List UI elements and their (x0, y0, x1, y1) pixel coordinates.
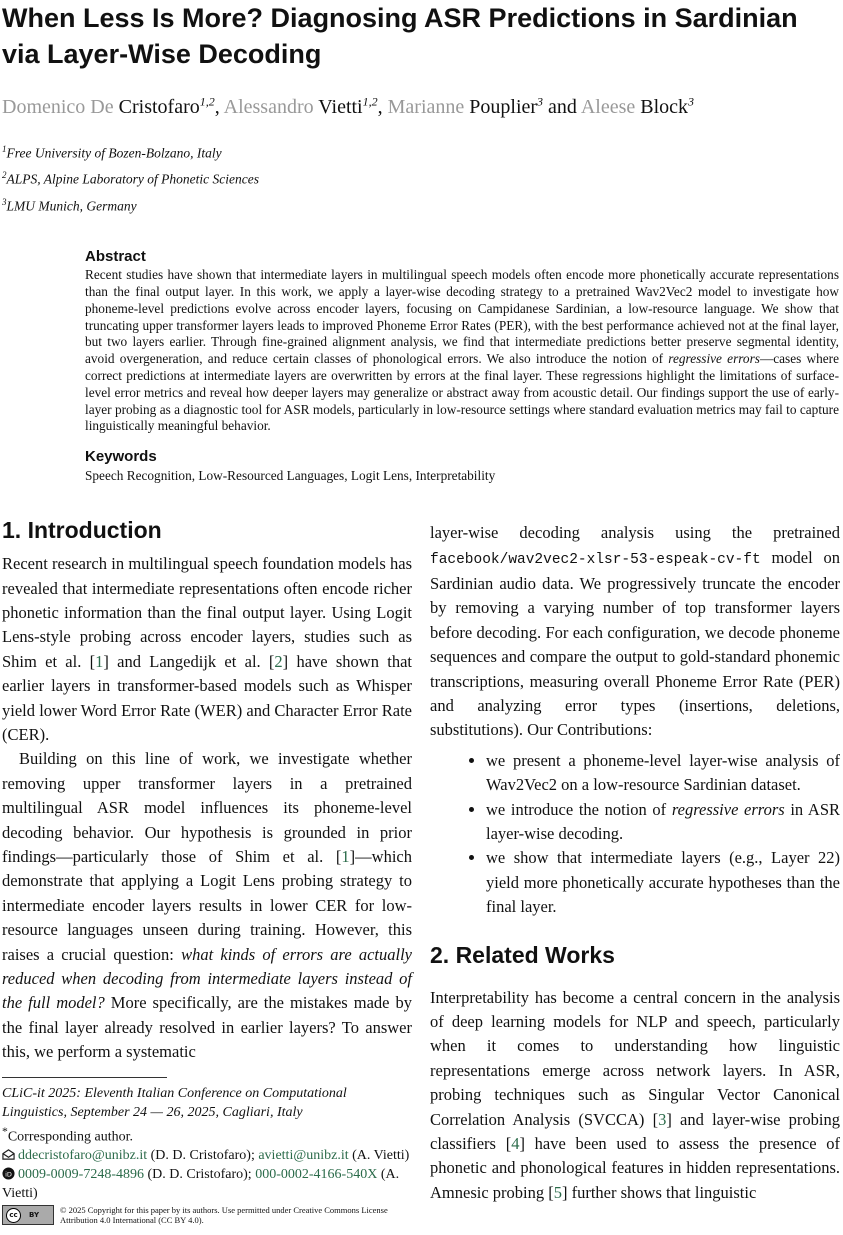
paragraph (430, 521, 840, 743)
text-run: ] have shown that earlier layers in transformer-based models such as Whisper yield lower Word Error Rate (WER) and Character Error Rate (CER). (2, 651, 412, 744)
text-run: Recent research in multilingual speech foundation models has revealed that intermediate representations often encode richer phonetic information than the final output layer. Using Logit Lens-style probing across encoder layers, studies such as Shim et al. [ (2, 554, 412, 671)
list-item (486, 846, 840, 919)
email-link-vietti[interactable]: avietti@unibz.it (258, 1148, 349, 1164)
author-family-name: Cristofaro (118, 95, 200, 118)
author (388, 96, 581, 118)
keywords (85, 447, 839, 485)
emphasis-text: regressive errors (668, 351, 760, 367)
text-run: ]—which demonstrate that applying a Logit Lens probing strategy to intermediate encoder layers results in lower CER for low-resource languages unseen during training. However, this raises a crucial question: (2, 847, 412, 964)
emphasis-text: what kinds of errors are actually reduced when decoding from intermediate layers instead of the full model? (2, 944, 412, 1013)
by-label: BY (29, 1211, 40, 1220)
emphasis-text: regressive errors (671, 799, 785, 819)
text-run: we show that intermediate layers (e.g., Layer 22) yield more phonetically accurate hypotheses than the final layer. (486, 848, 840, 917)
corresponding-note (2, 1122, 412, 1147)
text-run: layer-wise decoding analysis using the pretrained (430, 523, 840, 543)
author-family-name: Vietti (318, 95, 363, 118)
author-affiliation-sup: 3 (537, 94, 544, 108)
author (581, 96, 694, 118)
email-owner: (D. D. Cristofaro); (147, 1148, 259, 1164)
left-column (2, 515, 412, 1225)
paragraph (430, 986, 840, 1206)
author-given-name: Domenico De (2, 95, 114, 118)
aff-sup: 3 (2, 196, 7, 207)
author (2, 96, 224, 118)
paragraph (2, 552, 412, 747)
keywords-heading: Keywords (85, 448, 157, 466)
orcid-link-vietti[interactable]: 000-0002-4166-540X (255, 1167, 378, 1183)
citation-link[interactable]: 1 (95, 651, 104, 671)
aff-text: Free University of Bozen-Bolzano, Italy (6, 145, 222, 161)
conference-note: CLiC-it 2025: Eleventh Italian Conference on Computational Linguistics, September 24 — 26, 2025, Cagliari, Italy (2, 1085, 347, 1120)
author-given-name: Alessandro (223, 95, 314, 118)
footnote-rule (2, 1077, 167, 1078)
abstract-body (85, 267, 839, 435)
aff-sup: 2 (2, 170, 7, 181)
text-run: Building on this line of work, we investigate whether removing upper transformer layers in a pretrained multilingual ASR model influences its phoneme-level decoding behavior. Our hypothesis is grounded in prior findings—particularly those of Shim et al. [ (2, 749, 412, 866)
svg-text:iD: iD (5, 1170, 12, 1179)
text-run: ] have been used to assess the presence of phonetic and phonological features in hidden representations. Amnesic probing [ (430, 1134, 840, 1202)
footnotes (2, 1077, 412, 1226)
text-run: —cases where correct predictions at intermediate layers are overwritten by errors at the final layer. These regressions highlight the limitations of surface-level error metrics and reveal how deeper layers may generalize or abstract away from acoustic detail. Our findings support the use of early-layer probing as a diagnostic tool for ASR models, particularly in low-resource settings where standard evaluation metrics may fail to capture linguistically meaningful behavior. (85, 351, 839, 434)
abstract (85, 247, 839, 435)
contributions-list (430, 749, 840, 920)
author-affiliation-sup: 3 (688, 94, 695, 108)
cc-by-license-icon (2, 1205, 54, 1225)
citation-link[interactable]: 3 (658, 1109, 667, 1129)
cc-label: cc (6, 1208, 21, 1223)
license-text: © 2025 Copyright for this paper by its authors. Use permitted under Creative Commons License Attribution 4.0 International (CC BY 4.0). (60, 1205, 388, 1226)
license-note (2, 1205, 412, 1225)
aff-sup: 1 (2, 143, 7, 154)
aff-text: LMU Munich, Germany (6, 198, 137, 214)
author-family-name: Pouplier (469, 95, 538, 118)
author-affiliation-sup: 1,2 (362, 94, 378, 108)
abstract-heading: Abstract (85, 248, 146, 266)
author-given-name: Marianne (387, 95, 465, 118)
email-line (2, 1146, 412, 1165)
body-columns (2, 515, 843, 1225)
author-family-name: Block (640, 95, 689, 118)
email-link-cristofaro[interactable]: ddecristofaro@unibz.it (18, 1148, 148, 1164)
corresponding-text: Corresponding author. (7, 1129, 134, 1145)
citation-link[interactable]: 4 (511, 1134, 520, 1154)
section-heading-related-works: 2. Related Works (430, 941, 615, 968)
text-run: model on Sardinian audio data. We progressively truncate the encoder by removing a varying number of top transformer layers before decoding. For each configuration, we decode phoneme sequences and compare the output to gold-standard phonemic transcriptions, measuring overall Phoneme Error Rate (PER) and analyzing error types (insertions, deletions, substitutions). Our Contributions: (430, 547, 840, 740)
author-list (2, 88, 843, 120)
email-owner: (A. Vietti) (348, 1148, 410, 1164)
text-run: More specifically, are the mistakes made by the final layer already resolved in earlier layers? To answer this, we perform a systematic (2, 993, 412, 1062)
orcid-icon (2, 1167, 15, 1180)
text-run: we introduce the notion of (486, 799, 672, 819)
affiliations (2, 138, 843, 218)
text-run: Recent studies have shown that intermediate layers in multilingual speech models often encode more phonetically accurate representations than the final output layer. In this work, we apply a layer-wise decoding strategy to a pretrained Wav2Vec2 model to investigate how phoneme-level predictions evolve across encoder layers, focusing on Campidanese Sardinian, a low-resource language. We show that truncating upper transformer layers leads to improved Phoneme Error Rates (PER), with the best performance achieved not at the final layer, but two layers earlier. Through fine-grained alignment analysis, we find that intermediate predictions better preserve segmental identity, avoid overgeneration, and reduce certain classes of phonological errors. We also introduce the notion of (85, 267, 839, 367)
citation-link[interactable]: 2 (274, 651, 283, 671)
list-item (486, 798, 840, 847)
aff-text: ALPS, Alpine Laboratory of Phonetic Sciences (6, 171, 259, 187)
text-run: Interpretability has become a central concern in the analysis of deep learning models for NLP and speech, particularly when it comes to understanding how linguistic representations emerge across network layers. In ASR, probing techniques such as Singular Vector Canonical Correlation Analysis (SVCCA) [ (430, 987, 840, 1129)
text-run: ] and Langedijk et al. [ (103, 651, 275, 671)
list-item (486, 749, 840, 798)
citation-link[interactable]: 1 (341, 847, 350, 866)
author-affiliation-sup: 1,2 (199, 94, 215, 108)
text-run: in ASR layer-wise decoding. (486, 799, 841, 843)
text-run: ] and layer-wise probing classifiers [ (430, 1109, 840, 1154)
affiliation-3 (2, 191, 843, 218)
affiliation-1 (2, 138, 843, 165)
paragraph (2, 747, 412, 1064)
envelope-icon (2, 1148, 15, 1161)
author-separator: , (214, 95, 224, 118)
text-run: we present a phoneme-level layer-wise analysis of Wav2Vec2 on a low-resource Sardinian dataset. (486, 750, 840, 795)
orcid-line (2, 1165, 412, 1203)
right-column (430, 515, 840, 1225)
orcid-link-cristofaro[interactable]: 0009-0009-7248-4896 (18, 1167, 144, 1183)
star: * (2, 1124, 8, 1138)
paper-title: When Less Is More? Diagnosing ASR Predictions in Sardinian via Layer-Wise Decoding (2, 3, 798, 69)
author-separator: , (377, 95, 388, 118)
section-heading-introduction: 1. Introduction (2, 517, 162, 544)
author-separator: and (543, 95, 581, 118)
author (224, 96, 388, 118)
text-run: ] further shows that linguistic (561, 1182, 757, 1202)
orcid-owner: (D. D. Cristofaro); (144, 1167, 256, 1183)
affiliation-2 (2, 164, 843, 191)
citation-link[interactable]: 5 (553, 1182, 562, 1202)
orcid-owner: (A. Vietti) (2, 1167, 400, 1202)
model-name: facebook/wav2vec2-xlsr-53-espeak-cv-ft (430, 551, 761, 568)
keywords-text: Speech Recognition, Low-Resourced Languages, Logit Lens, Interpretability (85, 468, 496, 484)
author-given-name: Aleese (580, 95, 636, 118)
